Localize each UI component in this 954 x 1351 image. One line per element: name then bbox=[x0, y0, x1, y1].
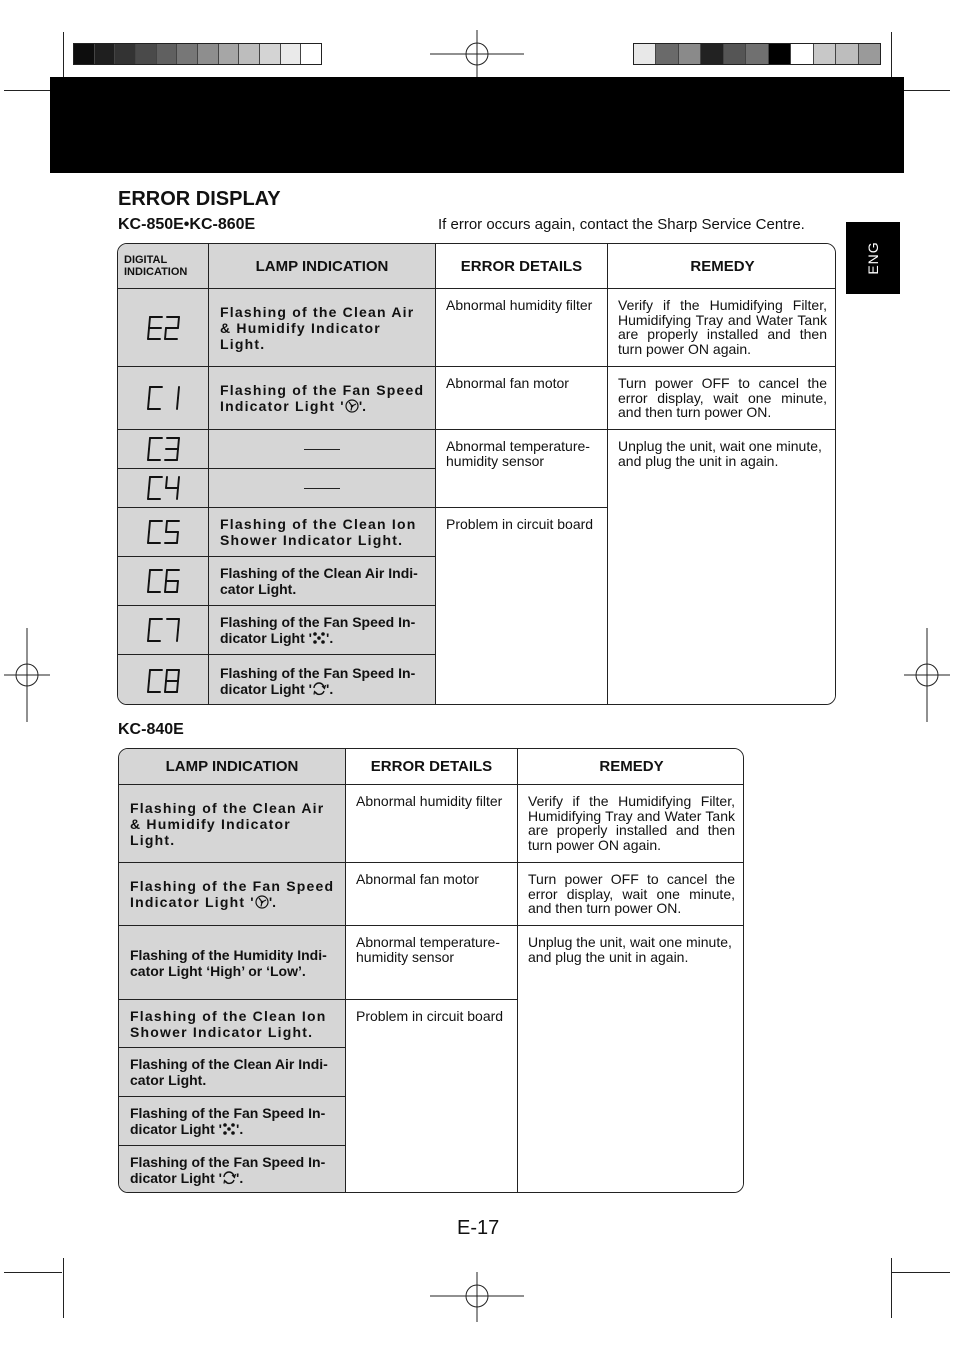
fan-speed-swirl-icon bbox=[222, 1171, 236, 1185]
color-swatch bbox=[198, 44, 219, 64]
digital-code-c1 bbox=[118, 367, 209, 430]
lamp-indication-c5: Flashing of the Clean Ion Shower Indicator Light. bbox=[209, 508, 436, 557]
lamp-indication-e2: Flashing of the Clean Air & Humidify Indicator Light. bbox=[209, 289, 436, 367]
color-swatch bbox=[239, 44, 260, 64]
digital-code-c8 bbox=[118, 655, 209, 705]
color-swatch bbox=[301, 44, 321, 64]
remedy-fan-motor: Turn power OFF to cancel the error display, wait one minute, and then turn power ON. bbox=[608, 367, 836, 430]
color-swatch bbox=[281, 44, 302, 64]
digital-code-c6 bbox=[118, 557, 209, 606]
header-lamp-indication: LAMP INDICATION bbox=[119, 749, 346, 785]
model-label-kc850e-kc860e: KC-850E•KC-860E bbox=[118, 216, 256, 233]
remedy-humidity-filter: Verify if the Humidifying Filter, Humidifying Tray and Water Tank are properly installed and then turn power ON again. bbox=[608, 289, 836, 367]
registration-mark-right bbox=[904, 628, 950, 722]
color-calibration-bar-left bbox=[73, 43, 322, 65]
seven-segment-e2-icon bbox=[146, 315, 180, 341]
error-details-temp-sensor: Abnormal temperature-humidity sensor bbox=[436, 430, 608, 508]
color-swatch bbox=[724, 44, 746, 64]
fan-speed-swirl-icon bbox=[312, 682, 326, 696]
color-calibration-bar-right bbox=[633, 43, 881, 65]
digital-code-c5 bbox=[118, 508, 209, 557]
color-swatch bbox=[634, 44, 656, 64]
color-swatch bbox=[791, 44, 813, 64]
digital-code-c4 bbox=[118, 469, 209, 508]
lamp-indication-c1: Flashing of the Fan Speed Indicator Light ' '. bbox=[209, 367, 436, 430]
fan-icon bbox=[345, 399, 359, 413]
error-table-kc850e-kc860e bbox=[117, 243, 836, 705]
header-error-details: ERROR DETAILS bbox=[346, 749, 518, 785]
fan-speed-dots-icon bbox=[222, 1122, 236, 1136]
remedy-humidity-filter: Verify if the Humidifying Filter, Humidifying Tray and Water Tank are properly installed and then turn power ON again. bbox=[518, 785, 744, 863]
lamp-indication-c6: Flashing of the Clean Air Indi-cator Light. bbox=[209, 557, 436, 606]
seven-segment-c8-icon bbox=[146, 668, 180, 694]
header-remedy: REMEDY bbox=[518, 749, 744, 785]
error-details-humidity-filter: Abnormal humidity filter bbox=[346, 785, 518, 863]
color-swatch bbox=[74, 44, 95, 64]
digital-code-e2 bbox=[118, 289, 209, 367]
header-band bbox=[50, 77, 904, 173]
language-tab: ENG bbox=[846, 222, 900, 294]
seven-segment-c5-icon bbox=[146, 519, 180, 545]
color-swatch bbox=[859, 44, 880, 64]
header-error-details: ERROR DETAILS bbox=[436, 244, 608, 289]
no-indication-dash bbox=[304, 488, 340, 489]
error-table-kc840e bbox=[118, 748, 744, 1193]
lamp-indication-c8: Flashing of the Fan Speed In-dicator Light ' '. bbox=[209, 655, 436, 705]
registration-mark-top bbox=[430, 30, 524, 80]
fan-icon bbox=[255, 895, 269, 909]
color-swatch bbox=[136, 44, 157, 64]
page-number: E-17 bbox=[457, 1217, 500, 1239]
error-details-humidity-filter: Abnormal humidity filter bbox=[436, 289, 608, 367]
seven-segment-c3-icon bbox=[146, 436, 180, 462]
page-title: ERROR DISPLAY bbox=[118, 188, 281, 210]
lamp-indication-fan-speed: Flashing of the Fan Speed Indicator Light ' '. bbox=[119, 863, 346, 926]
lamp-indication-clean-air-humidify: Flashing of the Clean Air & Humidify Indicator Light. bbox=[119, 785, 346, 863]
error-details-fan-motor: Abnormal fan motor bbox=[346, 863, 518, 926]
no-indication-dash bbox=[304, 449, 340, 450]
digital-code-c7 bbox=[118, 606, 209, 655]
color-swatch bbox=[177, 44, 198, 64]
color-swatch bbox=[95, 44, 116, 64]
error-details-circuit-board: Problem in circuit board bbox=[346, 1000, 518, 1193]
color-swatch bbox=[701, 44, 723, 64]
seven-segment-c6-icon bbox=[146, 568, 180, 594]
color-swatch bbox=[814, 44, 836, 64]
header-lamp-indication: LAMP INDICATION bbox=[209, 244, 436, 289]
seven-segment-c1-icon bbox=[146, 385, 180, 411]
color-swatch bbox=[746, 44, 768, 64]
remedy-fan-motor: Turn power OFF to cancel the error display, wait one minute, and then turn power ON. bbox=[518, 863, 744, 926]
header-remedy: REMEDY bbox=[608, 244, 836, 289]
lamp-indication-humidity: Flashing of the Humidity Indi-cator Light ‘High’ or ‘Low’. bbox=[119, 926, 346, 1000]
remedy-unplug: Unplug the unit, wait one minute, and plug the unit in again. bbox=[518, 926, 744, 1193]
color-swatch bbox=[115, 44, 136, 64]
color-swatch bbox=[769, 44, 791, 64]
lamp-indication-fan-speed-dots: Flashing of the Fan Speed In-dicator Light ' '. bbox=[119, 1097, 346, 1146]
color-swatch bbox=[836, 44, 858, 64]
lamp-indication-clean-air: Flashing of the Clean Air Indi-cator Light. bbox=[119, 1048, 346, 1097]
lamp-indication-c3 bbox=[209, 430, 436, 469]
error-details-temp-sensor: Abnormal temperature-humidity sensor bbox=[346, 926, 518, 1000]
fan-speed-dots-icon bbox=[312, 631, 326, 645]
lamp-indication-c7: Flashing of the Fan Speed In-dicator Light ' '. bbox=[209, 606, 436, 655]
lamp-indication-ion-shower: Flashing of the Clean Ion Shower Indicator Light. bbox=[119, 1000, 346, 1048]
model-label-kc840e: KC-840E bbox=[118, 721, 184, 738]
digital-code-c3 bbox=[118, 430, 209, 469]
color-swatch bbox=[157, 44, 178, 64]
lamp-indication-c4 bbox=[209, 469, 436, 508]
remedy-unplug: Unplug the unit, wait one minute, and plug the unit in again. bbox=[608, 430, 836, 705]
seven-segment-c7-icon bbox=[146, 617, 180, 643]
color-swatch bbox=[219, 44, 240, 64]
lamp-indication-fan-speed-swirl: Flashing of the Fan Speed In-dicator Light ' '. bbox=[119, 1146, 346, 1193]
color-swatch bbox=[679, 44, 701, 64]
error-details-circuit-board: Problem in circuit board bbox=[436, 508, 608, 705]
color-swatch bbox=[656, 44, 678, 64]
registration-mark-bottom bbox=[430, 1272, 524, 1322]
registration-mark-left bbox=[4, 628, 50, 722]
error-details-fan-motor: Abnormal fan motor bbox=[436, 367, 608, 430]
color-swatch bbox=[260, 44, 281, 64]
seven-segment-c4-icon bbox=[146, 475, 180, 501]
header-digital-indication: DIGITAL INDICATION bbox=[118, 244, 209, 289]
service-note: If error occurs again, contact the Sharp Service Centre. bbox=[438, 216, 805, 233]
